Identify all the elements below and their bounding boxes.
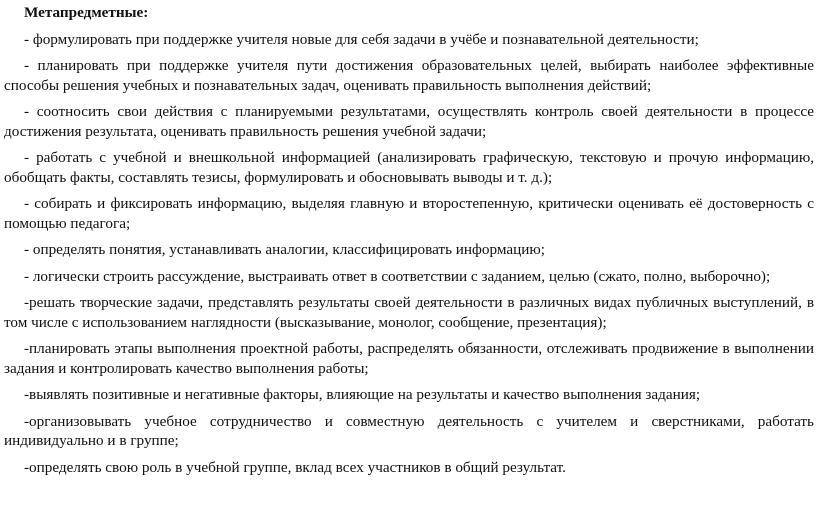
list-item: - логически строить рассуждение, выстраивать ответ в соответствии с заданием, целью (сжато, полно, выборочно); xyxy=(24,267,771,285)
list-item: - собирать и фиксировать информацию, выделяя главную и второстепенную, критически оценивать её достоверность с помощью педагога; xyxy=(4,195,814,232)
list-item: -организовывать учебное сотрудничество и совместную деятельность с учителем и сверстниками, работать индивидуально и в группе; xyxy=(4,412,814,449)
list-item: -определять свою роль в учебной группе, вклад всех участников в общий результат. xyxy=(24,458,566,476)
list-item: -планировать этапы выполнения проектной работы, распределять обязанности, отслеживать продвижение в выполнении задания и контролировать качество выполнения работы; xyxy=(4,340,814,377)
list-item: - определять понятия, устанавливать аналогии, классифицировать информацию; xyxy=(24,241,545,258)
list-item: -решать творческие задачи, представлять результаты своей деятельности в различных видах публичных выступлений, в том числе с использованием наглядности (высказывание, монолог, сообщение, презентация); xyxy=(4,294,814,331)
list-item: - работать с учебной и внешкольной информацией (анализировать графическую, текстовую и прочую информацию, обобщать факты, составлять тезисы, формулировать и обосновывать выводы и т. д.); xyxy=(4,149,814,186)
list-item: -выявлять позитивные и негативные факторы, влияющие на результаты и качество выполнения задания; xyxy=(24,386,701,403)
list-item: - соотносить свои действия с планируемыми результатами, осуществлять контроль своей деятельности в процессе достижения результата, оценивать правильность решения учебной задачи; xyxy=(4,103,814,140)
competency-list xyxy=(4,30,814,478)
list-item: - планировать при поддержке учителя пути достижения образовательных целей, выбирать наиболее эффективные способы решения учебных и познавательных задач, оценивать правильность выполнения действий; xyxy=(4,57,814,94)
section-heading: Метапредметные: xyxy=(24,4,149,21)
list-item: - формулировать при поддержке учителя новые для себя задачи в учёбе и познавательной деятельности; xyxy=(24,30,699,48)
